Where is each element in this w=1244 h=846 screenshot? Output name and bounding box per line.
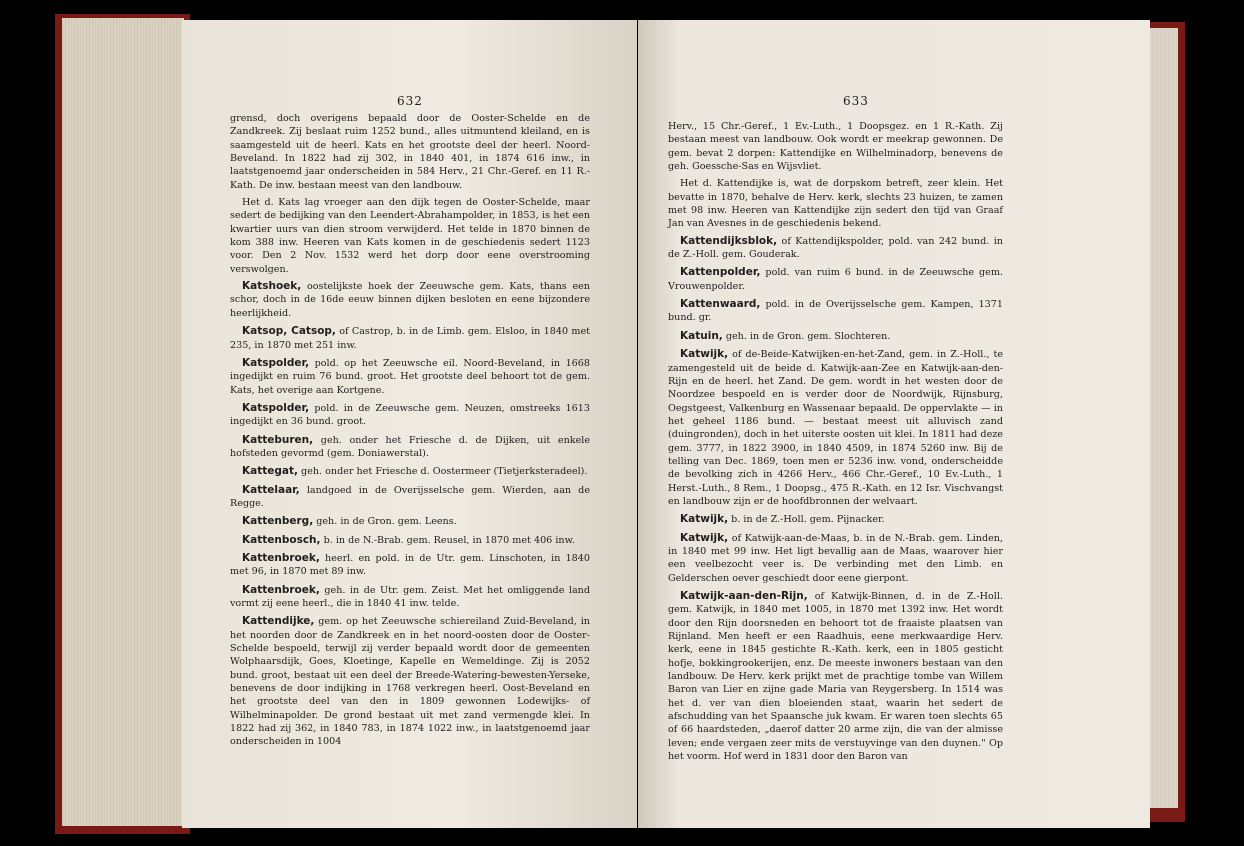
entry-text: pold. van ruim 6 bund. in de Zeeuwsche gem. Vrouwenpolder. xyxy=(668,267,1003,292)
entry-headword: Kattenbosch, xyxy=(242,533,321,546)
entry-headword: Katspolder, xyxy=(242,401,310,414)
entry-text: pold. op het Zeeuwsche eil. Noord-Beveland, in 1668 ingedijkt en ruim 76 bund. groot. Het grootste deel behoort tot de gem. Kats, het overige aan Kortgene. xyxy=(230,357,590,396)
right-page xyxy=(638,20,1150,828)
dictionary-entry xyxy=(668,590,1003,763)
entry-text: oostelijkste hoek der Zeeuwsche gem. Kats, thans een schor, doch in de 16de eeuw binnen dijken besloten en eene bijzondere heerlijkheid. xyxy=(230,281,590,319)
page-body xyxy=(230,112,590,754)
entry-headword: Kattenbroek, xyxy=(242,551,320,564)
entry-text: heerl. en pold. in de Utr. gem. Linschoten, in 1840 met 96, in 1870 met 89 inw. xyxy=(230,552,590,578)
dictionary-entry xyxy=(668,266,1003,293)
entry-text: pold. in de Zeeuwsche gem. Neuzen, omstreeks 1613 ingedijkt en 36 bund. groot. xyxy=(230,402,590,428)
page-edges-right xyxy=(1150,28,1178,808)
dictionary-entry xyxy=(230,484,590,511)
entry-text: of Katwijk-Binnen, d. in de Z.-Holl. gem. Katwijk, in 1840 met 1005, in 1870 met 1392 inw. Het wordt door den Rijn doorsneden en behoort tot de fraaiste plaatsen van Rijnland. Men heeft er een Raadhuis, eene merkwaardige Herv. kerk, eene in 1845 gestichte R.-Kath. kerk, een in 1805 gesticht hofje, bokkingrookerijen, enz. De meeste inwoners bestaan van den landbouw. De Herv. kerk prijkt met de prachtige tombe van Willem Baron van Lier en zijne gade Maria van Reygersberg. In 1514 was het d. ver van dien bloeienden staat, waarin het sedert de afschudding van het Spaansche juk kwam. Er waren toen slechts 65 of 66 haardsteden, „daerof datter 20 arme zijn, die van der almisse leven; ende vergaen zeer mits de verstuyvinge van den duynen." Op het voorm. Hof werd in 1831 door den Baron van xyxy=(668,591,1003,763)
entry-headword: Kattenpolder, xyxy=(680,266,761,279)
paragraph xyxy=(230,112,590,192)
entry-text: of Castrop, b. in de Limb. gem. Elsloo, in 1840 met 235, in 1870 met 251 inw. xyxy=(230,326,591,351)
entry-headword: Katwijk, xyxy=(680,348,729,361)
entry-headword: Kattendijksblok, xyxy=(680,234,778,247)
dictionary-entry xyxy=(230,515,590,528)
entry-text: geh. onder het Friesche d. Oostermeer (Tietjerksteradeel). xyxy=(298,466,588,478)
entry-headword: Kattelaar, xyxy=(242,483,300,496)
entry-text: of de-Beide-Katwijken-en-het-Zand, gem. in Z.-Holl., te zamengesteld uit de beide d. Katwijk-aan-Zee en Katwijk-aan-den-Rijn en de heerl. het Zand. De gem. wordt in het westen door de Noordzee bespoeld en is verder door de Noordwijk, Rijnsburg, Oegstgeest, Valkenburg en Wassenaar bepaald. De oppervlakte — in het geheel 1186 bund. — bestaat meest uit alluvisch zand (duingronden), doch in het uiterste oosten uit klei. In 1811 had deze gem. 3777, in 1822 3900, in 1840 4509, in 1874 5260 inw. Bij de telling van Dec. 1869, toen men er 5236 inw. vond, onderscheidde de bevolking zich in 4266 Herv., 466 Chr.-Geref., 10 Ev.-Luth., 1 Herst.-Luth., 8 Rem., 1 Doopsg., 475 R.-Kath. en 12 Isr. Vischvangst en landbouw zijn er de hoofdbronnen der welvaart. xyxy=(668,349,1003,507)
entry-text: pold. in de Overijsselsche gem. Kampen, 1371 bund. gr. xyxy=(668,299,1003,324)
entry-text: b. in de N.-Brab. gem. Reusel, in 1870 met 406 inw. xyxy=(320,534,575,546)
page-number: 633 xyxy=(843,94,869,108)
dictionary-entry xyxy=(230,280,590,320)
entry-headword: Kattendijke, xyxy=(242,615,315,628)
entry-headword: Kattegat, xyxy=(242,465,298,478)
entry-headword: Katteburen, xyxy=(242,433,314,446)
page-edges-left xyxy=(62,18,184,826)
dictionary-entry xyxy=(668,235,1003,262)
dictionary-entry xyxy=(230,357,590,397)
dictionary-entry xyxy=(668,330,1003,343)
entry-headword: Kattenberg, xyxy=(242,515,314,528)
dictionary-entry xyxy=(668,298,1003,325)
entry-text: geh. in de Utr. gem. Zeist. Met het omliggende land vormt zij eene heerl., die in 1840 41 inw. telde. xyxy=(230,584,590,609)
dictionary-entry xyxy=(668,513,1003,526)
page-body xyxy=(668,120,1003,768)
dictionary-entry xyxy=(230,534,590,547)
dictionary-entry xyxy=(230,325,590,352)
page-number: 632 xyxy=(397,94,423,108)
entry-headword: Katuin, xyxy=(680,329,723,342)
dictionary-entry xyxy=(230,584,590,611)
dictionary-entry xyxy=(230,552,590,579)
entry-text: Het d. Kattendijke is, wat de dorpskom betreft, zeer klein. Het bevatte in 1870, behalve de Herv. kerk, slechts 23 huizen, te zamen met 98 inw. Heeren van Kattendijke zijn sedert den tijd van Graaf Jan van Avesnes in de geschiedenis bekend. xyxy=(668,178,1003,230)
entry-text: geh. onder het Friesche d. de Dijken, uit enkele hofsteden gevormd (gem. Doniawerstal). xyxy=(230,434,590,459)
entry-text: of Kattendijkspolder, pold. van 242 bund. in de Z.-Holl. gem. Gouderak. xyxy=(668,235,1003,261)
entry-headword: Katwijk, xyxy=(680,531,729,544)
entry-headword: Kattenwaard, xyxy=(680,298,761,311)
entry-headword: Katwijk, xyxy=(680,513,729,526)
entry-text: gem. op het Zeeuwsche schiereiland Zuid-Beveland, in het noorden door de Zandkreek en in het noord-oosten door de Ooster-Schelde bespoeld, terwijl zij verder bepaald wordt door de gemeenten Wolphaarsdijk, Goes, Kloetinge, Kapelle en Wemeldinge. Zij is 2052 bund. groot, bestaat uit een deel der Breede-Watering-bewesten-Yerseke, benevens de door indijking in 1768 verkregen heerl. Oost-Beveland en het grootste deel van den in 1809 gewonnen Lodewijks- of Wilhelminapolder. De grond bestaat uit met zand vermengde klei. In 1822 had zij 362, in 1840 783, in 1874 1022 inw., in laatstgenoemd jaar onderscheiden in 1004 xyxy=(230,616,590,748)
left-page xyxy=(182,20,637,828)
entry-headword: Katshoek, xyxy=(242,280,302,293)
dictionary-entry xyxy=(230,615,590,748)
entry-text: grensd, doch overigens bepaald door de Ooster-Schelde en de Zandkreek. Zij beslaat ruim 1252 bund., alles uitmuntend kleiland, en is saamgesteld uit de heerl. Kats en het grootste deel der heerl. Noord-Beveland. In 1822 had zij 302, in 1840 401, in 1874 616 inw., in laatstgenoemd jaar onderscheiden in 584 Herv., 21 Chr.-Geref. en 11 R.-Kath. De inw. bestaan meest van den landbouw. xyxy=(230,113,590,191)
paragraph xyxy=(668,177,1003,230)
dictionary-entry xyxy=(230,434,590,461)
entry-text: geh. in de Gron. gem. Leens. xyxy=(313,516,457,528)
entry-text: landgoed in de Overijsselsche gem. Wierden, aan de Regge. xyxy=(230,484,590,509)
dictionary-entry xyxy=(668,348,1003,508)
dictionary-entry xyxy=(230,402,590,429)
paragraph xyxy=(668,120,1003,173)
dictionary-entry xyxy=(230,465,590,478)
paragraph xyxy=(230,196,590,276)
entry-text: Het d. Kats lag vroeger aan den dijk tegen de Ooster-Schelde, maar sedert de bedijking van den Leendert-Abrahampolder, in 1853, is het een kwartier uurs van dien stroom verwijderd. Het telde in 1870 binnen de kom 388 inw. Heeren van Kats komen in de geschiedenis sedert 1123 voor. Den 2 Nov. 1532 werd het dorp door eene overstrooming verswolgen. xyxy=(230,197,590,275)
entry-text: b. in de Z.-Holl. gem. Pijnacker. xyxy=(728,514,885,526)
entry-text: Herv., 15 Chr.-Geref., 1 Ev.-Luth., 1 Doopsgez. en 1 R.-Kath. Zij bestaan meest van landbouw. Ook wordt er meekrap gewonnen. De gem. bevat 2 dorpen: Kattendijke en Wilhelminadorp, benevens de geh. Goessche-Sas en Wijsvliet. xyxy=(668,121,1003,173)
entry-text: of Katwijk-aan-de-Maas, b. in de N.-Brab. gem. Linden, in 1840 met 99 inw. Het ligt bevallig aan de Maas, waarover hier een veelbezocht veer is. De verbinding met den Limb. en Gelderschen oever geschiedt door eene gierpont. xyxy=(668,532,1003,584)
entry-headword: Katspolder, xyxy=(242,356,310,369)
entry-text: geh. in de Gron. gem. Slochteren. xyxy=(722,330,891,342)
dictionary-entry xyxy=(668,532,1003,585)
entry-headword: Katsop, Catsop, xyxy=(242,325,336,338)
entry-headword: Katwijk-aan-den-Rijn, xyxy=(680,590,808,602)
entry-headword: Kattenbroek, xyxy=(242,583,320,596)
